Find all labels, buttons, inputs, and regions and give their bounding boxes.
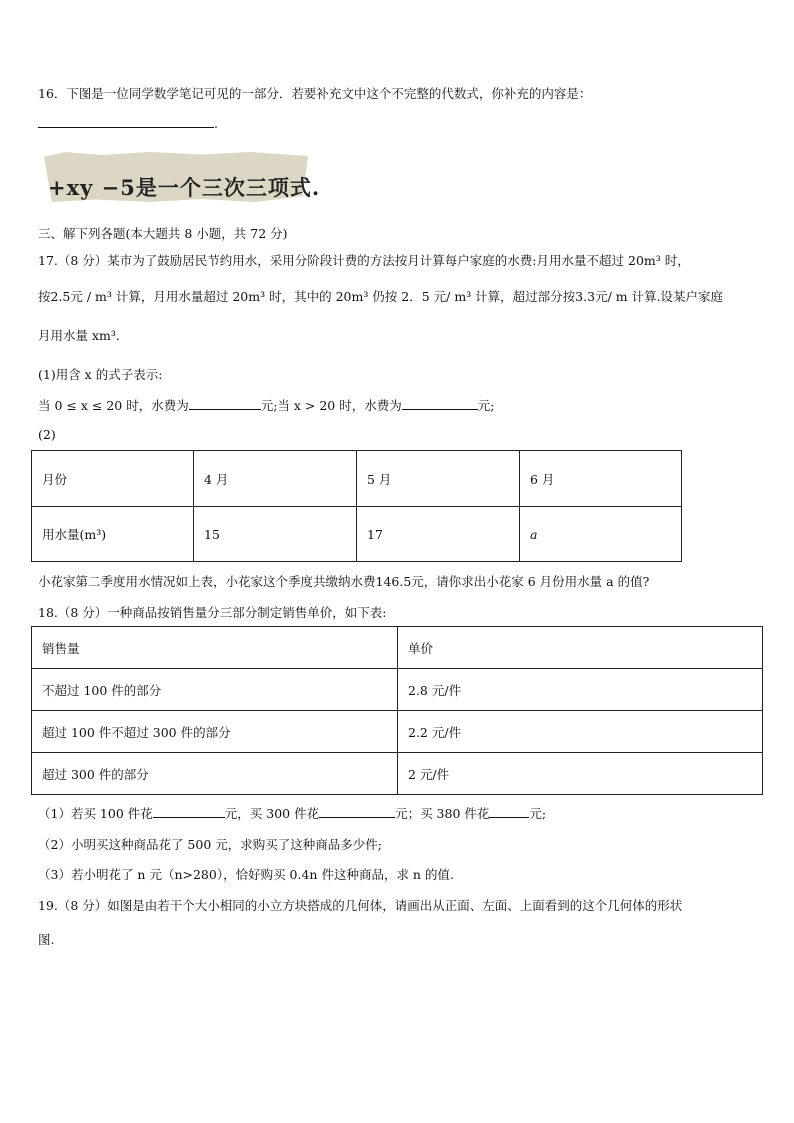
table-cell: 不超过 100 件的部分: [32, 669, 398, 711]
note-text: +xy −5是一个三次三项式.: [48, 175, 321, 200]
q17-blank-1[interactable]: [189, 397, 261, 410]
q17-line3: 月用水量 xm³．: [38, 328, 129, 343]
table-cell: 2.2 元/件: [398, 711, 763, 753]
q17-part2-label: (2): [38, 427, 56, 442]
q17-after-table: 小花家第二季度用水情况如上表，小花家这个季度共缴纳水费146.5元，请你求出小花家 6 月份用水量 a 的值?: [38, 574, 650, 589]
q16-answer-line: .: [38, 115, 218, 131]
q18-part1: （1）若买 100 件花 元，买 300 件花 元；买 380 件花 元;: [38, 806, 547, 821]
q18-blank-3[interactable]: [489, 805, 529, 818]
table-cell: 超过 300 件的部分: [32, 753, 398, 795]
table-cell: 15: [194, 507, 357, 562]
table-row: [32, 627, 763, 669]
q17-line1: 17.（8 分）某市为了鼓励居民节约用水，采用分阶段计费的方法按月计算每户家庭的水费:月用水量不超过 20m³ 时，: [38, 253, 690, 268]
table-cell: a: [520, 507, 682, 562]
table-cell: 4 月: [194, 451, 357, 507]
q18-blank-1[interactable]: [153, 805, 225, 818]
table-row: [32, 451, 682, 507]
q18-intro: 18.（8 分）一种商品按销售量分三部分制定销售单价，如下表:: [38, 605, 387, 620]
q16-text: 16．下图是一位同学数学笔记可见的一部分．若要补充文中这个不完整的代数式，你补充的内容是：: [38, 86, 592, 101]
q17-line2: 按2.5元 / m³ 计算，月用水量超过 20m³ 时，其中的 20m³ 仍按 2．5 元/ m³ 计算，超过部分按3.3元/ m 计算.设某户家庭: [38, 289, 724, 304]
table-cell: 超过 100 件不超过 300 件的部分: [32, 711, 398, 753]
q18-part2: （2）小明买这种商品花了 500 元，求购买了这种商品多少件;: [38, 837, 382, 852]
table-row: [32, 753, 763, 795]
table-row: [32, 669, 763, 711]
section-heading: 三、解下列各题(本大题共 8 小题，共 72 分): [38, 226, 288, 241]
table-cell: 6 月: [520, 451, 682, 507]
table-cell: 2.8 元/件: [398, 669, 763, 711]
table-row: [32, 711, 763, 753]
q17-table: [31, 450, 682, 562]
table-row: [32, 507, 682, 562]
table-cell: 用水量(m³): [32, 507, 194, 562]
table-cell: 2 元/件: [398, 753, 763, 795]
q19-line1: 19.（8 分）如图是由若干个大小相同的小立方块搭成的几何体，请画出从正面、左面、上面看到的这个几何体的形状: [38, 898, 683, 913]
q17-part1: 当 0 ≤ x ≤ 20 时，水费为 元;当 x > 20 时，水费为 元;: [38, 398, 495, 413]
q19-line2: 图.: [38, 932, 55, 947]
q18-table: [31, 626, 763, 795]
table-cell: 5 月: [357, 451, 520, 507]
table-cell: 17: [357, 507, 520, 562]
q17-blank-2[interactable]: [402, 397, 478, 410]
table-cell: 单价: [398, 627, 763, 669]
q18-part3: （3）若小明花了 n 元（n>280），恰好购买 0.4n 件这种商品，求 n 的值.: [38, 867, 454, 882]
q16-blank[interactable]: [38, 115, 214, 128]
q17-part1-label: (1)用含 x 的式子表示:: [38, 367, 163, 382]
table-cell: 销售量: [32, 627, 398, 669]
q18-blank-2[interactable]: [319, 805, 395, 818]
table-cell: 月份: [32, 451, 194, 507]
